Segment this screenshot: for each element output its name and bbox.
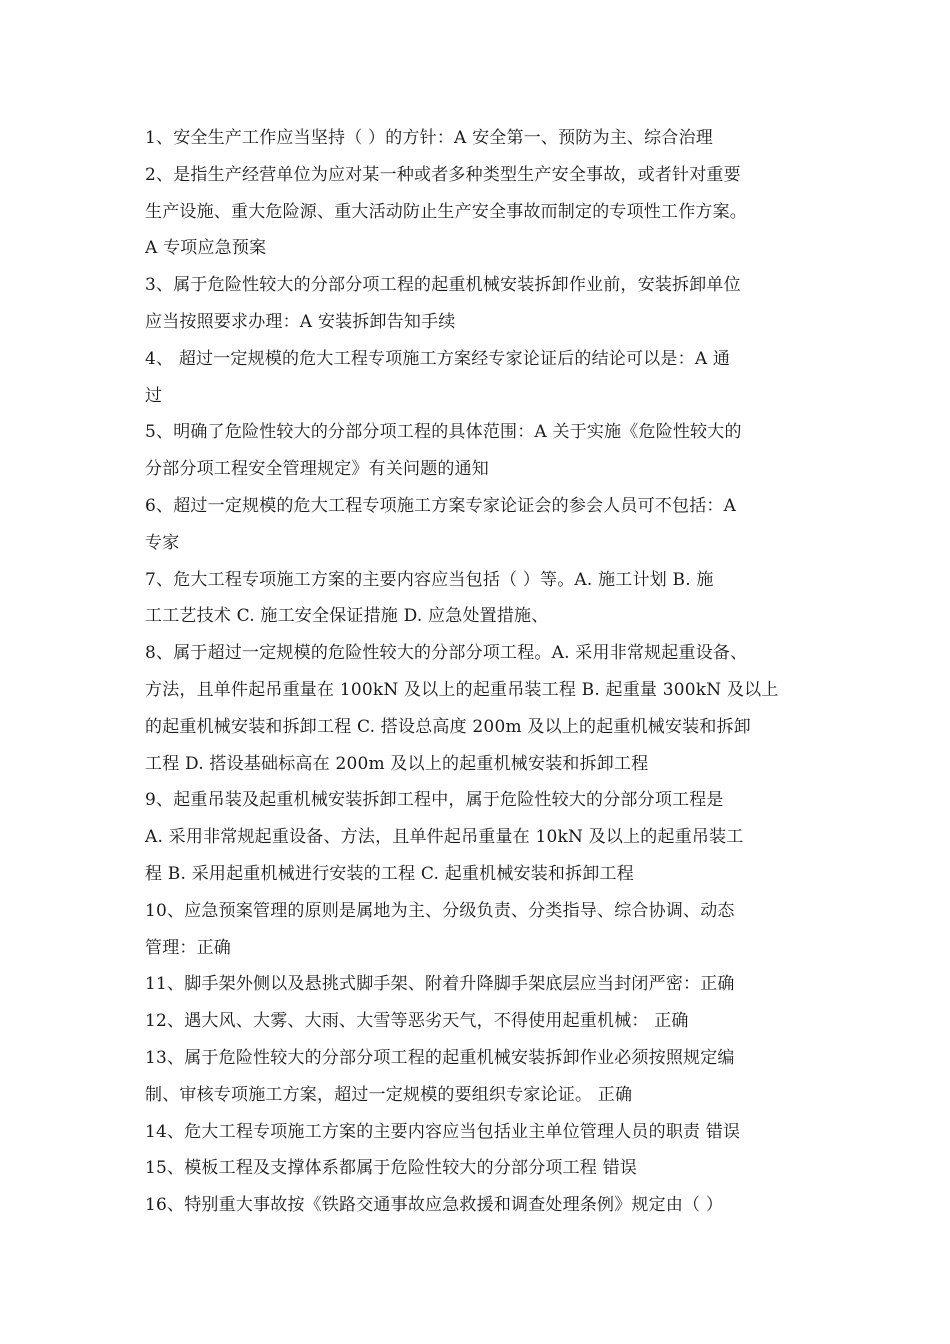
text-line: 1、安全生产工作应当坚持（ ）的方针：A 安全第一、预防为主、综合治理 xyxy=(145,128,713,148)
text-line: 过 xyxy=(145,385,163,406)
document-body xyxy=(145,120,817,1224)
text-line: 专家 xyxy=(145,532,180,553)
text-line: 6、超过一定规模的危大工程专项施工方案专家论证会的参会人员可不包括：A xyxy=(145,495,737,516)
text-line: 12、遇大风、大雾、大雨、大雪等恶劣天气，不得使用起重机械： 正确 xyxy=(145,1011,689,1032)
text-line: 应当按照要求办理：A 安装拆卸告知手续 xyxy=(145,311,456,332)
text-line: 8、属于超过一定规模的危险性较大的分部分项工程。A. 采用非常规起重设备、 xyxy=(145,643,748,664)
text-line: A 专项应急预案 xyxy=(145,238,267,259)
text-line: 11、脚手架外侧以及悬挑式脚手架、附着升降脚手架底层应当封闭严密：正确 xyxy=(145,974,735,995)
text-line: 分部分项工程安全管理规定》有关问题的通知 xyxy=(145,459,489,480)
text-line: 方法，且单件起吊重量在 100kN 及以上的起重吊装工程 B. 起重量 300kN 及以上 xyxy=(145,679,779,700)
text-line: 7、危大工程专项施工方案的主要内容应当包括（ ）等。A. 施工计划 B. 施 xyxy=(145,569,714,590)
text-line: 程 B. 采用起重机械进行安装的工程 C. 起重机械安装和拆卸工程 xyxy=(145,863,634,884)
text-line: 16、特别重大事故按《铁路交通事故应急救援和调查处理条例》规定由（ ） xyxy=(145,1195,724,1216)
text-line: 工程 D. 搭设基础标高在 200m 及以上的起重机械安装和拆卸工程 xyxy=(145,753,649,774)
text-line: A. 采用非常规起重设备、方法，且单件起吊重量在 10kN 及以上的起重吊装工 xyxy=(145,827,744,848)
text-line: 13、属于危险性较大的分部分项工程的起重机械安装拆卸作业必须按照规定编 xyxy=(145,1047,735,1068)
text-line: 15、模板工程及支撑体系都属于危险性较大的分部分项工程 错误 xyxy=(145,1158,638,1179)
text-line: 2、是指生产经营单位为应对某一种或者多种类型生产安全事故，或者针对重要 xyxy=(145,164,741,185)
text-line: 制、审核专项施工方案，超过一定规模的要组织专家论证。 正确 xyxy=(145,1084,633,1105)
text-line: 3、属于危险性较大的分部分项工程的起重机械安装拆卸作业前，安装拆卸单位 xyxy=(145,275,741,296)
text-line: 的起重机械安装和拆卸工程 C. 搭设总高度 200m 及以上的起重机械安装和拆卸 xyxy=(145,716,751,737)
text-line: 5、明确了危险性较大的分部分项工程的具体范围：A 关于实施《危险性较大的 xyxy=(145,422,742,443)
text-line: 管理：正确 xyxy=(145,937,231,958)
text-line: 生产设施、重大危险源、重大活动防止生产安全事故而制定的专项性工作方案。 xyxy=(145,201,747,222)
text-line: 14、危大工程专项施工方案的主要内容应当包括业主单位管理人员的职责 错误 xyxy=(145,1121,741,1142)
text-line: 10、应急预案管理的原则是属地为主、分级负责、分类指导、综合协调、动态 xyxy=(145,900,735,921)
text-line: 4、 超过一定规模的危大工程专项施工方案经专家论证后的结论可以是：A 通 xyxy=(145,348,731,369)
text-line: 工工艺技术 C. 施工安全保证措施 D. 应急处置措施、 xyxy=(145,606,549,627)
text-line: 9、起重吊装及起重机械安装拆卸工程中，属于危险性较大的分部分项工程是 xyxy=(145,790,724,811)
